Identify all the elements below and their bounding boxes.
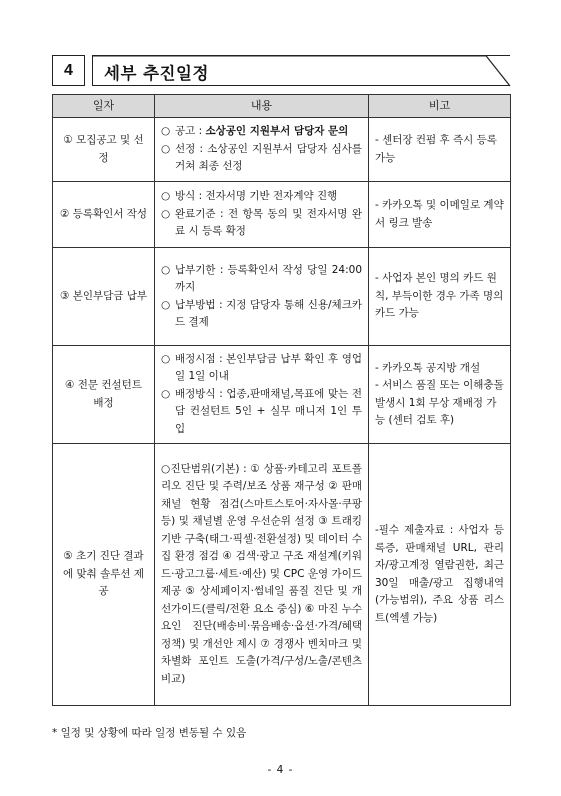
footnote: * 일정 및 상황에 따라 일정 변동될 수 있음: [52, 727, 247, 739]
table-row: [53, 182, 511, 248]
section-header: [52, 52, 510, 90]
row-note: -필수 제출자료 : 사업자 등록증, 판매채널 URL, 관리자/광고계정 열람권한, 최근 30일 매출/광고 집행내역(가능범위), 주요 상품 리스트(엑셀 가능): [369, 444, 511, 706]
page-number: - 4 -: [267, 764, 294, 776]
table-header-row: [53, 95, 511, 118]
row-date: ③ 본인부담금 납부: [53, 248, 155, 346]
col-header-content: 내용: [155, 95, 369, 118]
schedule-table: [52, 94, 511, 706]
header-decoration: [52, 52, 512, 92]
note-line: - 카카오톡 공지방 개설: [375, 361, 481, 374]
content-item: 선정 : 소상공인 지원부서 담당자 심사를 거쳐 최종 선정: [175, 142, 362, 173]
row-content: ○ 공고 : 소상공인 지원부서 담당자 문의 ○ 선정 : 소상공인 지원부서 담당자 심사를 거쳐 최종 선정: [155, 118, 369, 182]
section-title: 세부 추진일정: [104, 64, 209, 83]
row-note: - 센터장 컨펌 후 즉시 등록 가능: [369, 118, 511, 182]
row-note: [369, 346, 511, 444]
table-row: [53, 118, 511, 182]
content-item: 배정방식 : 업종,판매채널,목표에 맞는 전담 컨설턴트 5인 + 실무 매니저 1인 투입: [175, 387, 362, 435]
col-header-note: 비고: [369, 95, 511, 118]
table-row: [53, 444, 511, 706]
section-number: 4: [52, 55, 85, 86]
row-date: ④ 전문 컨설턴트 배정: [53, 346, 155, 444]
content-label: 공고 :: [175, 125, 206, 138]
row-note: - 카카오톡 및 이메일로 계약서 링크 발송: [369, 182, 511, 248]
col-header-date: 일자: [53, 95, 155, 118]
content-item: 배정시점 : 본인부담금 납부 확인 후 영업일 1일 이내: [175, 352, 362, 383]
content-highlight: 소상공인 지원부서 담당자 문의: [205, 125, 349, 138]
content-item: 완료기준 : 전 항목 동의 및 전자서명 완료 시 등록 확정: [175, 207, 362, 238]
table-row: [53, 346, 511, 444]
table-row: [53, 248, 511, 346]
row-content: ○ 납부기한 : 등록확인서 작성 당일 24:00까지 ○ 납부방법 : 지정 담당자 통해 신용/체크카드 결제: [155, 248, 369, 346]
row-date: ⑤ 초기 진단 결과에 맞춰 솔루션 제공: [53, 444, 155, 706]
row-note: - 사업자 본인 명의 카드 원칙, 부득이한 경우 가족 명의 카드 가능: [369, 248, 511, 346]
row-date: ② 등록확인서 작성: [53, 182, 155, 248]
row-content: ○ 방식 : 전자서명 기반 전자계약 진행 ○ 완료기준 : 전 항목 동의 및 전자서명 완료 시 등록 확정: [155, 182, 369, 248]
row-content: ○진단범위(기본) : ① 상품·카테고리 포트폴리오 진단 및 주력/보조 상품 재구성 ② 판매채널 현황 점검(스마트스토어·자사몰·쿠팡 등) 및 채널별 운영 우선순위 설정 ③ 트래킹 기반 구축(태그·픽셀·전환설정) 및 데이터 수집 환경 점검 ④ 검색·광고 구조 재설계(키워드·광고그룹·세트·예산) 및 CPC 운영 가이드 제공 ⑤ 상세페이지·썸네일 품질 진단 및 개선가이드(클릭/전환 요소 중심) ⑥ 마진 누수 요인 진단(배송비·묶음배송·옵션·가격/혜택 정책) 및 개선안 제시 ⑦ 경쟁사 벤치마크 및 차별화 포인트 도출(가격/구성/노출/콘텐츠 비교): [155, 444, 369, 706]
row-date: ① 모집공고 및 선정: [53, 118, 155, 182]
row-content: ○ 배정시점 : 본인부담금 납부 확인 후 영업일 1일 이내 ○ 배정방식 : 업종,판매채널,목표에 맞는 전담 컨설턴트 5인 + 실무 매니저 1인 투입: [155, 346, 369, 444]
content-item: 방식 : 전자서명 기반 전자계약 진행: [175, 190, 338, 203]
content-item: 납부방법 : 지정 담당자 통해 신용/체크카드 결제: [175, 298, 362, 328]
content-item: 납부기한 : 등록확인서 작성 당일 24:00까지: [175, 263, 362, 293]
note-line: - 서비스 품질 또는 이해충돌 발생시 1회 무상 재배정 가능 (센터 검토 후): [375, 379, 504, 426]
